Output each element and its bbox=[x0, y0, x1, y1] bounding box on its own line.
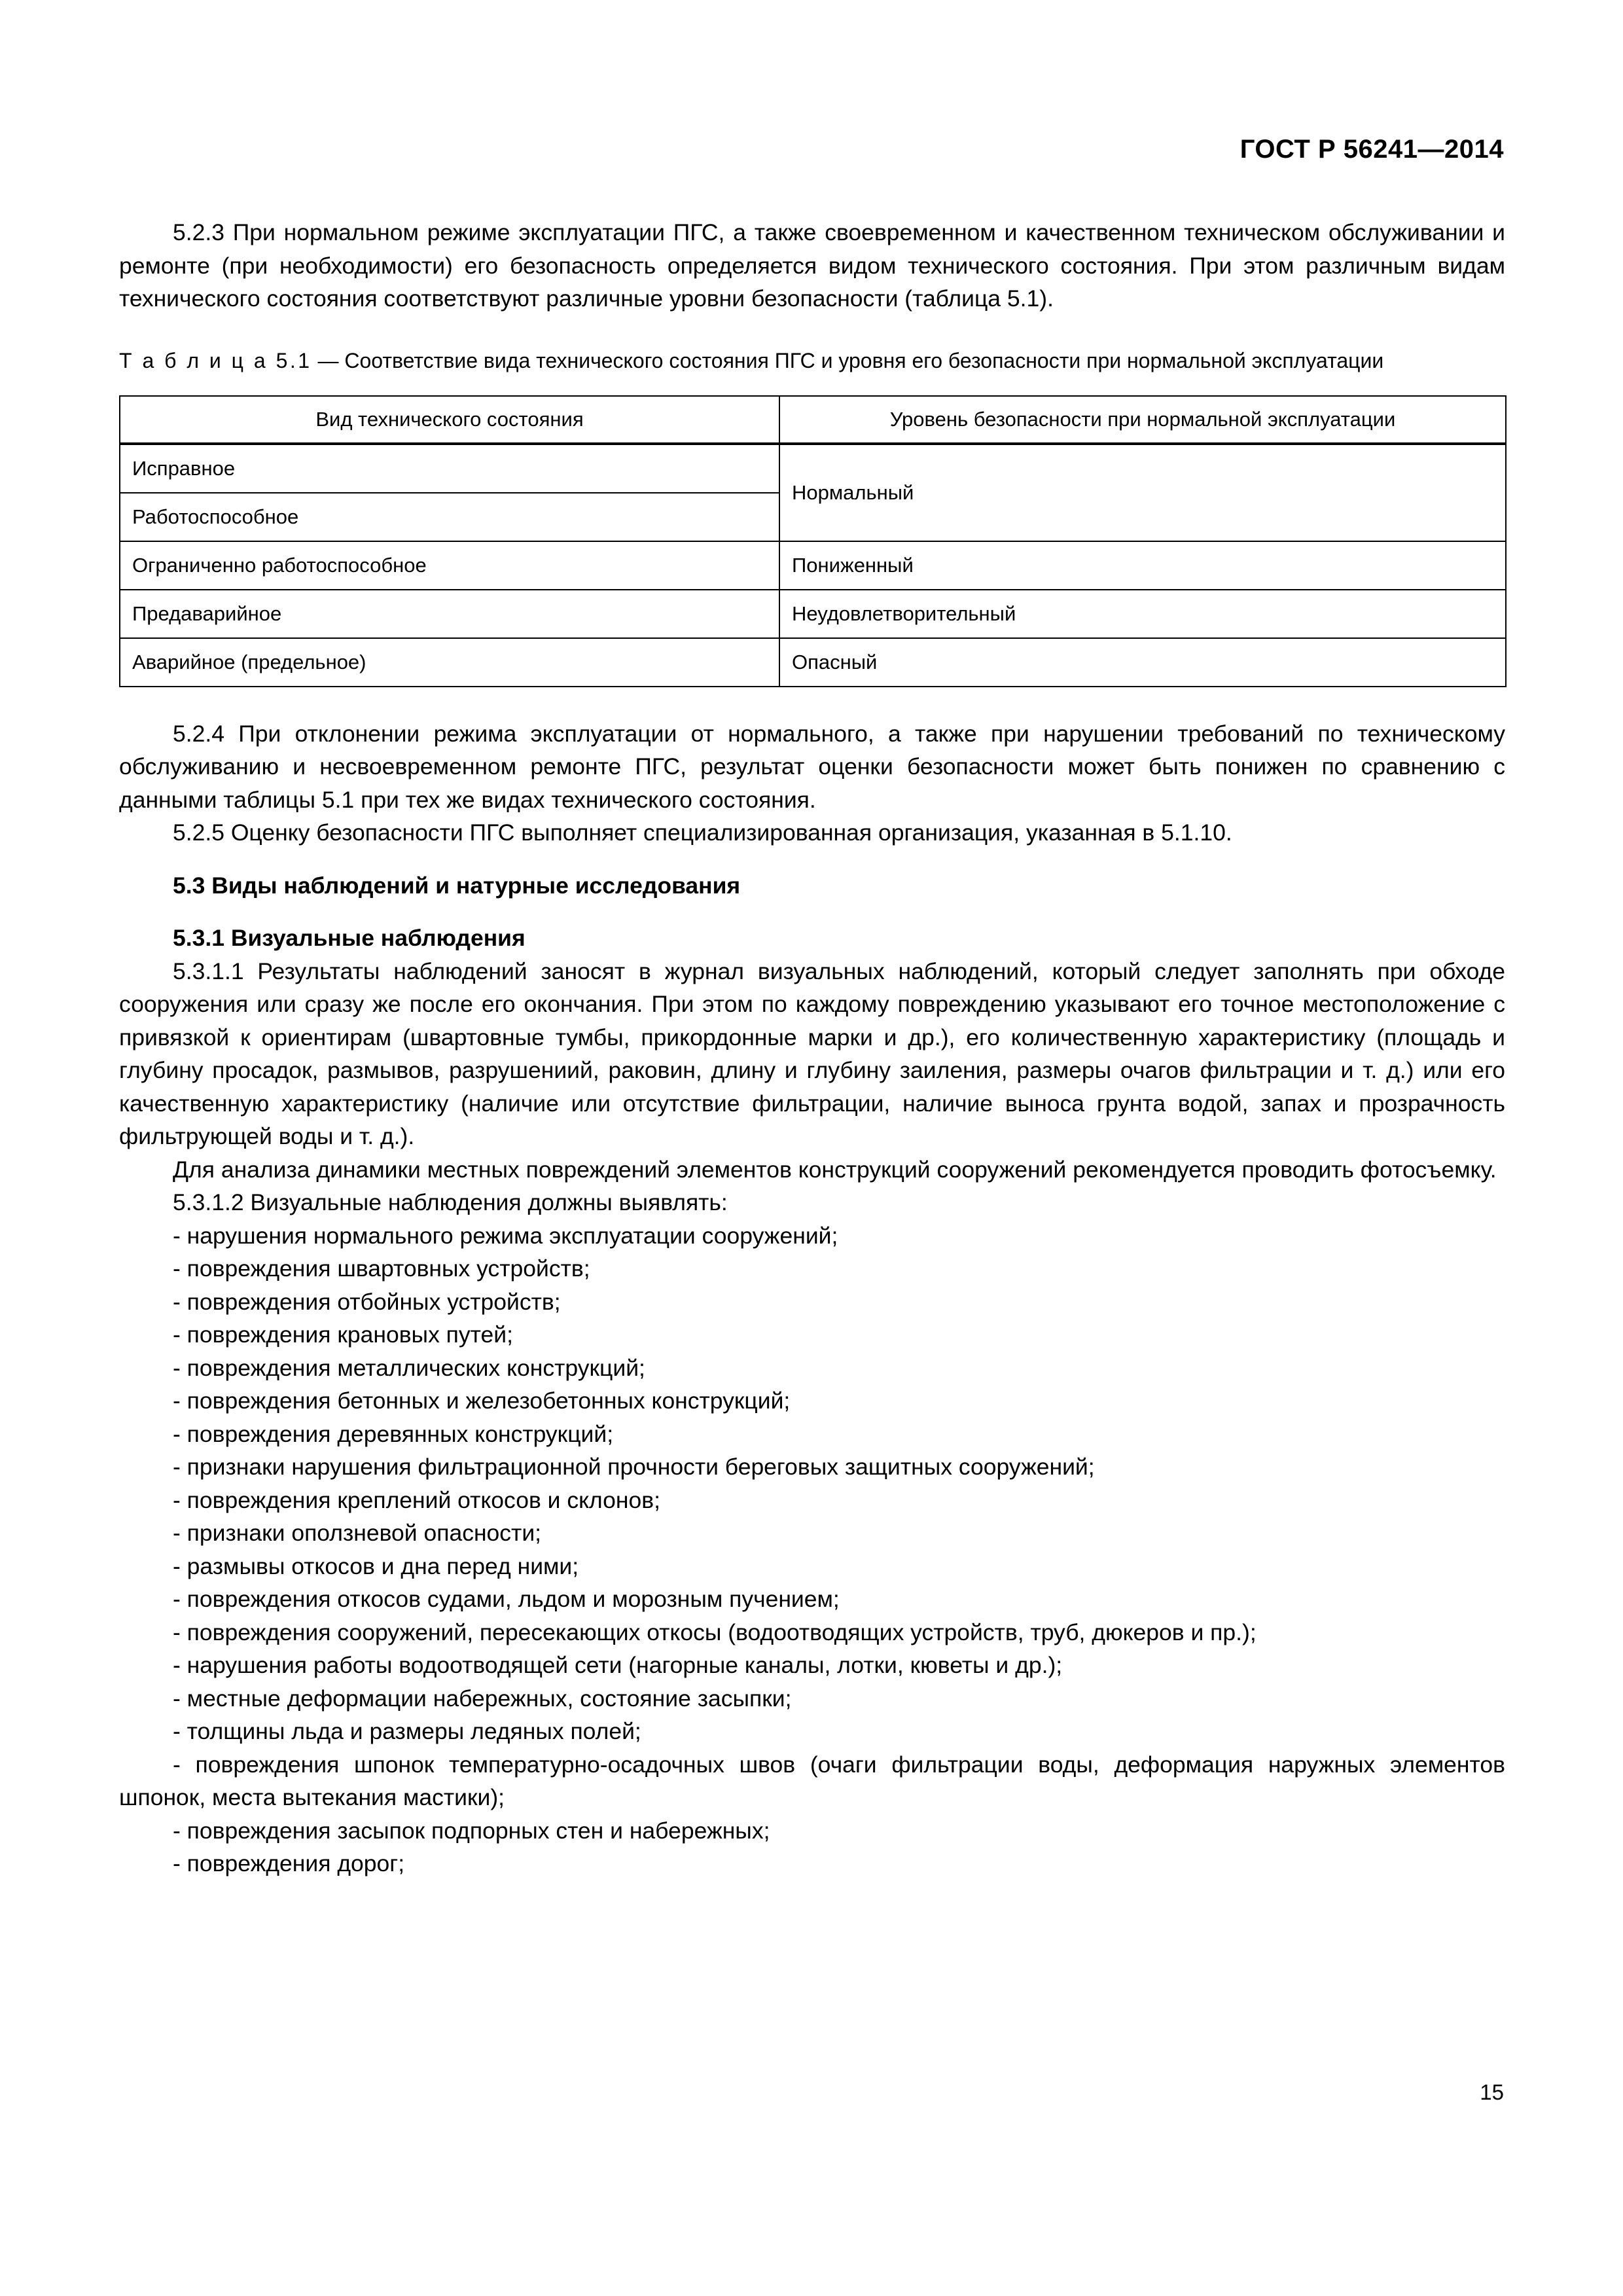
table-row bbox=[120, 444, 1506, 493]
table-row bbox=[120, 541, 1506, 590]
spacer bbox=[119, 850, 1505, 869]
spacer bbox=[119, 376, 1505, 395]
list-item: - нарушения нормального режима эксплуатации сооружений; bbox=[173, 1222, 838, 1249]
cell-level: Нормальный bbox=[779, 444, 1506, 541]
table-row bbox=[120, 638, 1506, 687]
paragraph-5-2-5: 5.2.5 Оценку безопасности ПГС выполняет специализированная организация, указанная в 5.1.10. bbox=[173, 819, 1232, 846]
list-item: - повреждения креплений откосов и склонов; bbox=[173, 1486, 660, 1513]
cell-level: Опасный bbox=[779, 638, 1506, 687]
list-item: - нарушения работы водоотводящей сети (нагорные каналы, лотки, кюветы и др.); bbox=[173, 1652, 1063, 1678]
list-item: - повреждения крановых путей; bbox=[173, 1321, 513, 1348]
paragraph-5-3-1-2: 5.3.1.2 Визуальные наблюдения должны выявлять: bbox=[173, 1189, 728, 1215]
paragraph-5-2-4: 5.2.4 При отклонении режима эксплуатации от нормального, а также при нарушении требований по техническому обслуживанию и несвоевременном ремонте ПГС, результат оценки безопасности может быть понижен по сравнению с данными таблицы 5.1 при тех же видах технического состояния. bbox=[119, 720, 1505, 813]
list-item: - признаки оползневой опасности; bbox=[173, 1520, 542, 1546]
list-item: - повреждения отбойных устройств; bbox=[173, 1288, 561, 1315]
table-header-row bbox=[120, 396, 1506, 444]
table-body bbox=[120, 444, 1506, 687]
list-item: - признаки нарушения фильтрационной прочности береговых защитных сооружений; bbox=[173, 1454, 1095, 1480]
page-content bbox=[119, 216, 1505, 1880]
list-item: - повреждения засыпок подпорных стен и набережных; bbox=[173, 1817, 770, 1844]
cell-state: Ограниченно работоспособное bbox=[120, 541, 779, 590]
list-item: - повреждения дорог; bbox=[173, 1850, 405, 1876]
cell-state: Исправное bbox=[120, 444, 779, 493]
list-item: - местные деформации набережных, состояние засыпки; bbox=[173, 1685, 792, 1712]
paragraph-5-3-1-1-a: 5.3.1.1 Результаты наблюдений заносят в журнал визуальных наблюдений, который следует заполнять при обходе сооружения или сразу же после его окончания. При этом по каждому повреждению указывают его точное местоположение с привязкой к ориентирам (швартовные тумбы, прикордонные марки и др.), его количественную характеристику (площадь и глубину просадок, размывов, разрушениий, раковин, длину и глубину заиления, размеры очагов фильтрации и т. д.) или его качественную характеристику (наличие или отсутствие фильтрации, наличие выноса грунта водой, запах и прозрачность фильтрующей воды и т. д.). bbox=[119, 958, 1505, 1149]
list-item: - повреждения деревянных конструкций; bbox=[173, 1420, 614, 1447]
table-caption-text: — Соответствие вида технического состояния ПГС и уровня его безопасности при нормальной эксплуатации bbox=[312, 348, 1384, 372]
cell-state: Предаварийное bbox=[120, 590, 779, 638]
list-item: - толщины льда и размеры ледяных полей; bbox=[173, 1718, 641, 1744]
cell-state: Аварийное (предельное) bbox=[120, 638, 779, 687]
list-item: - повреждения шпонок температурно-осадочных швов (очаги фильтрации воды, деформация наружных элементов шпонок, места вытекания мастики); bbox=[119, 1751, 1505, 1810]
spacer bbox=[119, 902, 1505, 922]
paragraph-5-2-3: 5.2.3 При нормальном режиме эксплуатации ПГС, а также своевременном и качественном техническом обслуживании и ремонте (при необходимости) его безопасность определяется видом технического состояния. При этом различным видам технического состояния соответствуют различные уровни безопасности (таблица 5.1). bbox=[119, 219, 1505, 312]
column-header-state: Вид технического состояния bbox=[120, 396, 779, 444]
spacer bbox=[119, 315, 1505, 346]
table-caption bbox=[119, 346, 1505, 376]
list-item: - повреждения металлических конструкций; bbox=[173, 1354, 645, 1381]
list-item: - размывы откосов и дна перед ними; bbox=[173, 1552, 579, 1579]
cell-state: Работоспособное bbox=[120, 493, 779, 541]
table-caption-label: Т а б л и ц а 5.1 bbox=[119, 348, 312, 372]
list-item: - повреждения швартовных устройств; bbox=[173, 1255, 590, 1282]
paragraph-5-3-1-1-b: Для анализа динамики местных повреждений элементов конструкций сооружений рекомендуется проводить фотосъемку. bbox=[173, 1156, 1497, 1183]
cell-level: Неудовлетворительный bbox=[779, 590, 1506, 638]
list-item: - повреждения сооружений, пересекающих откосы (водоотводящих устройств, труб, дюкеров и пр.); bbox=[173, 1619, 1257, 1645]
table-head bbox=[120, 396, 1506, 444]
table-row bbox=[120, 590, 1506, 638]
heading-5-3: 5.3 Виды наблюдений и натурные исследования bbox=[173, 872, 741, 899]
list-item: - повреждения бетонных и железобетонных конструкций; bbox=[173, 1388, 791, 1414]
page-header-standard-number: ГОСТ Р 56241—2014 bbox=[1240, 135, 1504, 164]
page-number: 15 bbox=[1480, 2080, 1504, 2104]
spacer bbox=[119, 687, 1505, 717]
heading-5-3-1: 5.3.1 Визуальные наблюдения bbox=[173, 925, 526, 951]
cell-level: Пониженный bbox=[779, 541, 1506, 590]
table-5-1 bbox=[119, 395, 1507, 687]
list-item: - повреждения откосов судами, льдом и морозным пучением; bbox=[173, 1586, 840, 1612]
column-header-level: Уровень безопасности при нормальной эксплуатации bbox=[779, 396, 1506, 444]
